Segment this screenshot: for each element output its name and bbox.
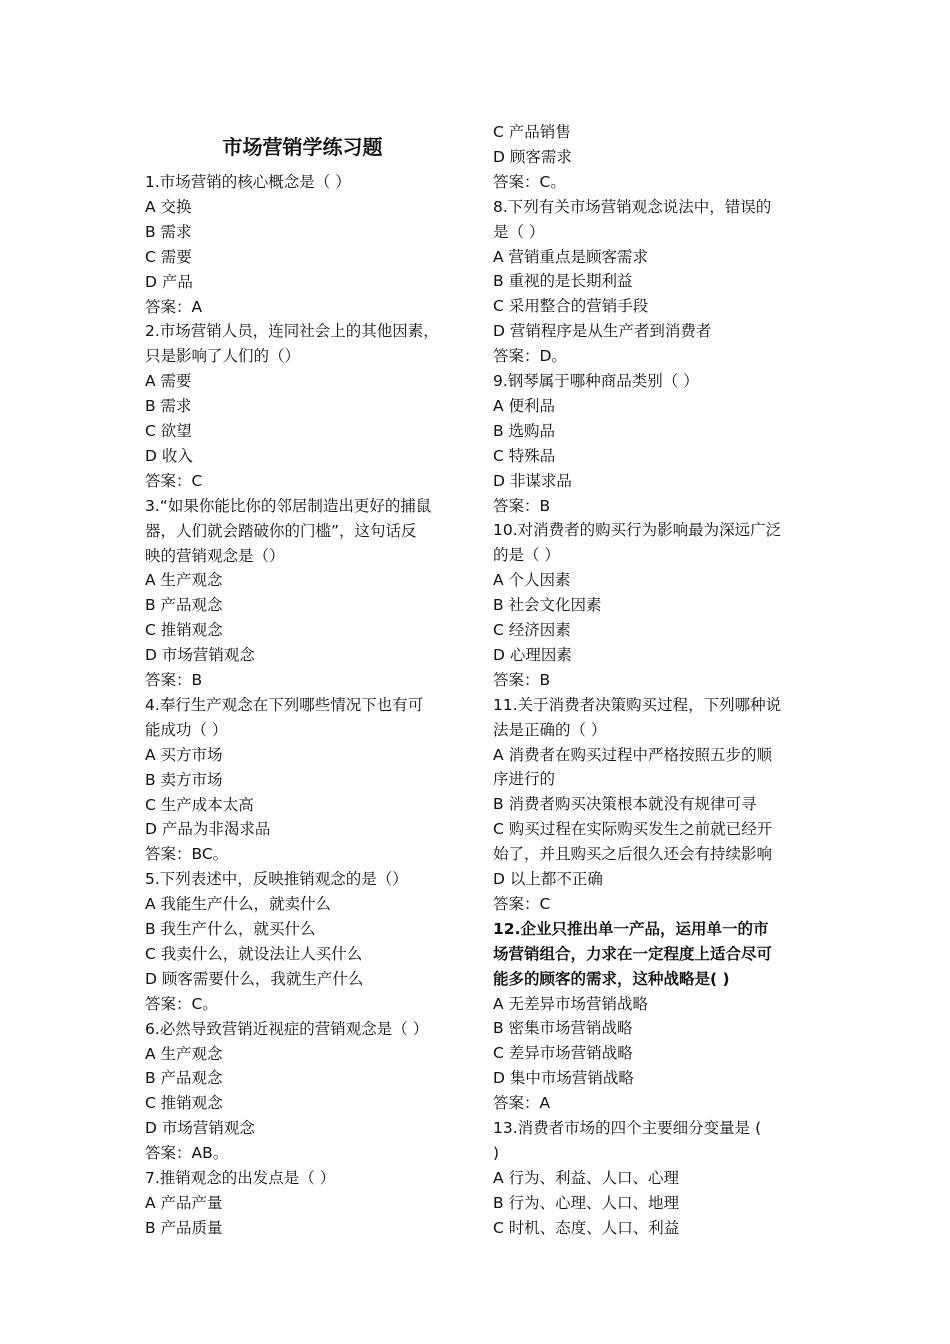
text-line: A 需要 <box>145 372 192 391</box>
text-line: 6.必然导致营销近视症的营销观念是（ ） <box>145 1019 429 1038</box>
text-line: D 营销程序是从生产者到消费者 <box>493 322 712 341</box>
text-line: B 需求 <box>145 397 192 416</box>
text-line: A 个人因素 <box>493 571 571 590</box>
text-line: C 推销观念 <box>145 621 223 640</box>
text-line: 11.关于消费者决策购买过程，下列哪种说 <box>493 695 782 714</box>
text-line: A 生产观念 <box>145 1044 223 1063</box>
text-line: B 产品观念 <box>145 1069 223 1088</box>
text-line: 答案：C <box>493 894 551 913</box>
text-line: ) <box>493 1143 500 1162</box>
text-line: 1.市场营销的核心概念是（ ） <box>145 173 351 191</box>
text-line: 10.对消费者的购买行为影响最为深远广泛 <box>493 521 782 540</box>
text-line: D 集中市场营销战略 <box>493 1069 634 1088</box>
text-line: A 营销重点是顾客需求 <box>493 247 649 266</box>
text-line: A 生产观念 <box>145 571 223 590</box>
text-line: 5.下列表述中，反映推销观念的是（） <box>145 870 408 889</box>
text-line: 答案：B <box>493 670 551 689</box>
text-line: 答案：B <box>145 671 203 689</box>
document-title: 市场营销学练习题 <box>222 135 383 159</box>
text-line: B 社会文化因素 <box>493 596 602 615</box>
text-line: C 我卖什么，就设法让人买什么 <box>145 944 363 963</box>
text-line: 答案：C。 <box>493 172 566 191</box>
text-line: 12.企业只推出单一产品，运用单一的市 <box>493 919 769 938</box>
text-line: 只是影响了人们的（） <box>145 347 301 366</box>
text-line: B 我生产什么，就买什么 <box>145 920 316 938</box>
text-line: B 密集市场营销战略 <box>493 1019 633 1038</box>
text-line: 答案：A <box>145 297 203 316</box>
text-line: A 便利品 <box>493 396 556 415</box>
text-line: B 重视的是长期利益 <box>493 272 633 291</box>
text-line: 场营销组合，力求在一定程度上适合尽可 <box>493 944 773 963</box>
text-line: 9.钢琴属于哪种商品类别（ ） <box>493 372 699 390</box>
text-line: A 产品产量 <box>145 1193 223 1212</box>
text-line: C 时机、态度、人口、利益 <box>493 1218 680 1237</box>
text-line: A 消费者在购买过程中严格按照五步的顺 <box>493 745 773 764</box>
text-line: 答案：C。 <box>145 994 218 1013</box>
text-line: B 卖方市场 <box>145 770 223 789</box>
text-line: C 产品销售 <box>493 123 571 141</box>
text-line: 映的营销观念是（） <box>145 546 285 565</box>
text-line: D 产品 <box>145 272 193 291</box>
text-line: 法是正确的（ ） <box>493 720 607 739</box>
text-line: C 需要 <box>145 247 192 266</box>
text-line: C 购买过程在实际购买发生之前就已经开 <box>493 820 773 839</box>
text-line: 答案：AB。 <box>145 1144 229 1163</box>
text-line: 7.推销观念的出发点是（ ） <box>145 1169 336 1187</box>
text-line: 能多的顾客的需求，这种战略是( ) <box>493 969 730 988</box>
text-line: C 采用整合的营销手段 <box>493 297 649 316</box>
text-line: A 行为、利益、人口、心理 <box>493 1168 680 1187</box>
text-line: 2.市场营销人员，连同社会上的其他因素， <box>145 322 439 341</box>
text-line: C 差异市场营销战略 <box>493 1044 633 1063</box>
text-line: 3.“如果你能比你的邻居制造出更好的捕鼠 <box>145 496 432 515</box>
text-line: 13.消费者市场的四个主要细分变量是 ( <box>493 1119 762 1137</box>
text-line: 答案：C <box>145 471 203 490</box>
text-line: D 产品为非渴求品 <box>145 820 271 839</box>
text-line: D 收入 <box>145 446 193 465</box>
text-line: 能成功（ ） <box>145 720 228 739</box>
text-line: D 顾客需要什么，我就生产什么 <box>145 969 364 988</box>
text-line: C 经济因素 <box>493 621 571 639</box>
text-line: B 消费者购买决策根本就没有规律可寻 <box>493 795 757 814</box>
text-line: B 需求 <box>145 222 192 241</box>
text-line: D 市场营销观念 <box>145 1119 255 1138</box>
text-line: C 推销观念 <box>145 1094 223 1113</box>
text-line: 是（ ） <box>493 222 545 241</box>
text-line: 答案：A <box>493 1094 551 1113</box>
text-line: A 无差异市场营销战略 <box>493 994 649 1013</box>
text-line: B 产品质量 <box>145 1218 223 1237</box>
text-line: 答案：BC。 <box>145 845 229 864</box>
text-line: 4.奉行生产观念在下列哪些情况下也有可 <box>145 695 424 714</box>
text-line: A 买方市场 <box>145 745 223 764</box>
text-line: A 我能生产什么，就卖什么 <box>145 895 332 914</box>
text-line: B 行为、心理、人口、地理 <box>493 1193 680 1212</box>
text-line: 答案：D。 <box>493 347 567 366</box>
text-line: A 交换 <box>145 197 192 216</box>
text-line: C 欲望 <box>145 422 192 440</box>
text-line: 答案：B <box>493 496 551 515</box>
text-line: C 特殊品 <box>493 446 556 465</box>
text-line: 器，人们就会踏破你的门槛”，这句话反 <box>145 521 417 540</box>
text-line: D 以上都不正确 <box>493 870 603 888</box>
text-line: D 顾客需求 <box>493 147 572 166</box>
text-line: B 产品观念 <box>145 596 223 615</box>
text-line: D 非谋求品 <box>493 471 572 490</box>
text-line: 始了，并且购买之后很久还会有持续影响 <box>493 845 773 864</box>
text-line: 的是（ ） <box>493 546 560 565</box>
text-line: C 生产成本太高 <box>145 795 254 814</box>
text-line: 序进行的 <box>493 770 556 789</box>
text-line: D 心理因素 <box>493 645 572 664</box>
text-line: B 选购品 <box>493 421 556 440</box>
text-line: 8.下列有关市场营销观念说法中，错误的 <box>493 197 772 216</box>
text-line: D 市场营销观念 <box>145 646 255 665</box>
